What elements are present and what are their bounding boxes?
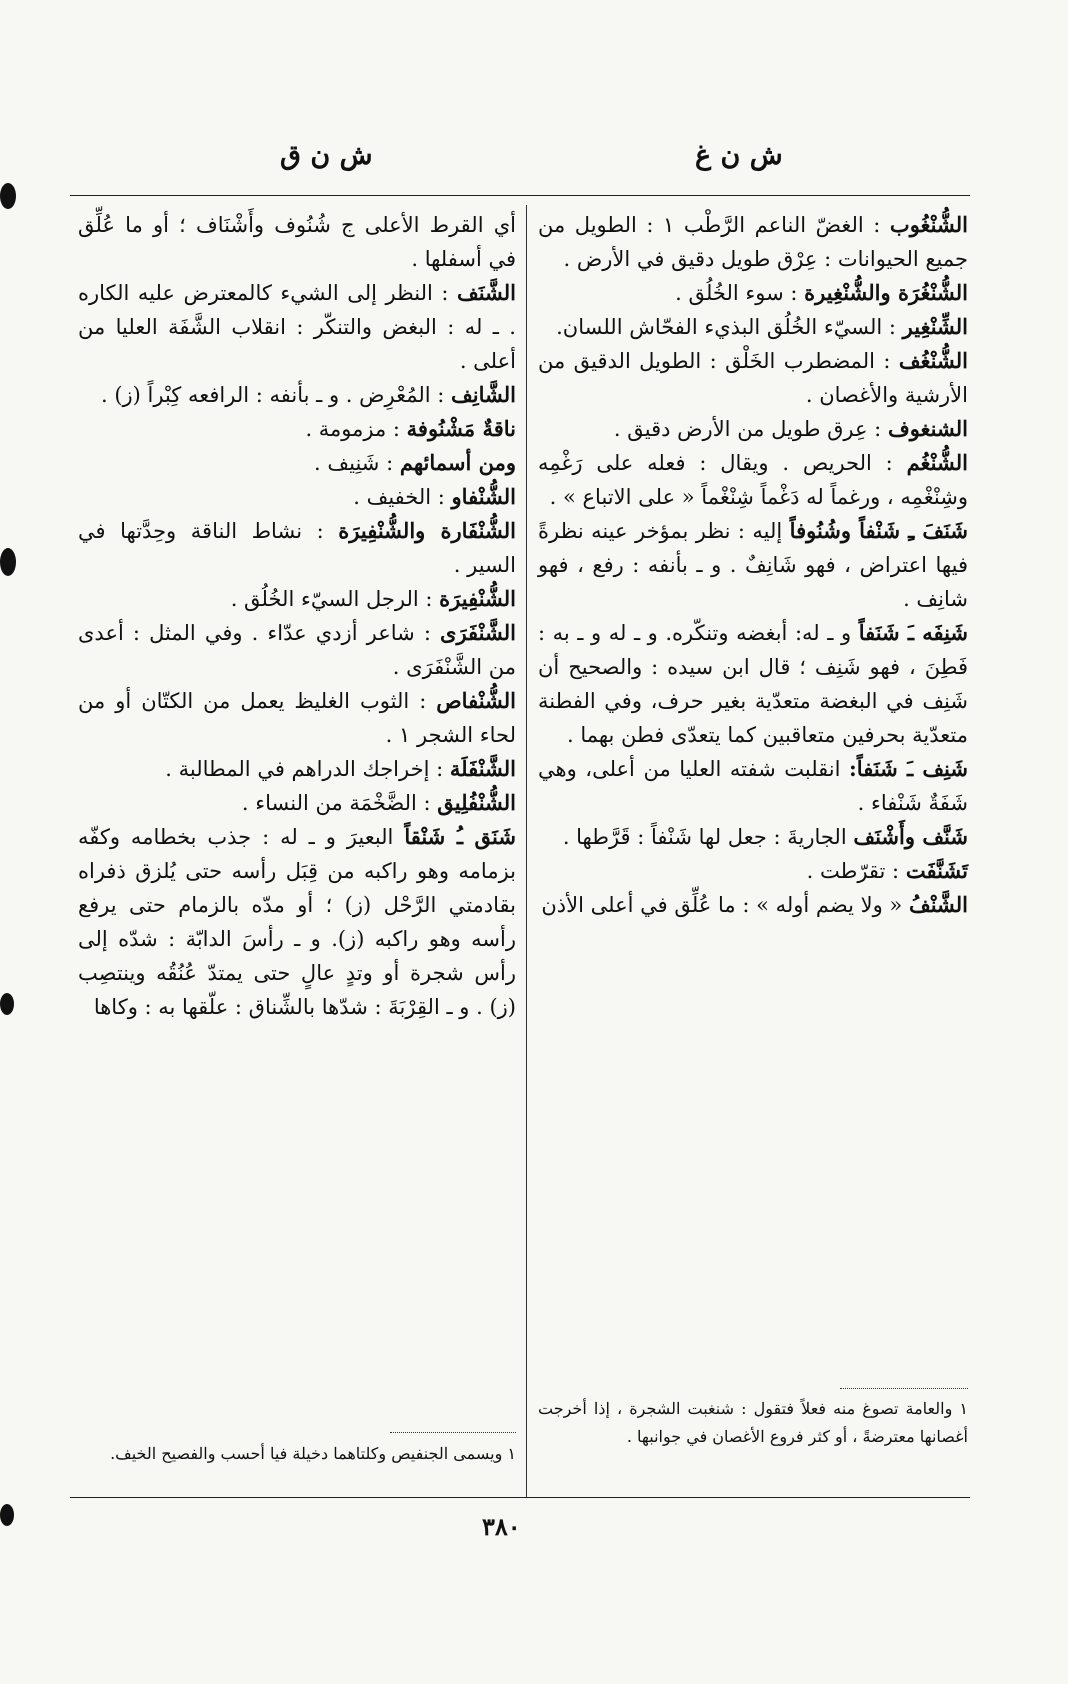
entry-definition: : مزمومة . (305, 417, 400, 441)
entry-definition: إليه : نظر بمؤخر عينه نظرةً فيها اعتراض ، فهو شَانِفٌ . و ـ بأنفه : رفع ، فهو شانِف . (538, 519, 968, 611)
page-header-left: ش ن ق (280, 140, 373, 171)
entry-definition: : شَنِيف . (314, 451, 394, 475)
entry-headword: الشِّنْغِير (902, 314, 968, 339)
scan-blot (0, 548, 16, 576)
entry-headword: الشَّنْفَرَى (440, 620, 516, 645)
entry-definition: انقلبت شفته العليا من أعلى، وهي شَفَةٌ شَنْفاء . (538, 757, 968, 815)
dictionary-entry (78, 616, 516, 684)
dictionary-entry (538, 752, 968, 820)
entry-definition: « ولا يضم أوله » : ما عُلِّق في أعلى الأذن (541, 893, 903, 917)
dictionary-entry (78, 480, 516, 514)
dictionary-entry (538, 820, 968, 854)
entry-definition: : شاعر أزدي عدّاء . وفي المثل : أعدى من الشَّنْفَرَى . (78, 621, 516, 679)
entry-headword: الشُّنْغُف (898, 348, 968, 373)
entry-headword: الشُّنْفاو (451, 484, 516, 509)
entry-definition: : الضَّخْمَة من النساء . (241, 791, 431, 815)
dictionary-entry (78, 582, 516, 616)
entry-headword: الشُّنْغُرَة والشُّنْغِيرة (804, 280, 968, 305)
entry-definition: البعيرَ و ـ له : جذب بخطامه وكفّه بزمامه وهو راكبه من قِبَل رأسه حتى يُلزق ذفراه بقادمتي الرَّحْل (ز) ؛ أو مدّه بالزمام حتى يرفع رأسه وهو راكبه (ز). و ـ رأسَ الدابّة : شدّه إلى رأس شجرة أو وتدٍ عالٍ حتى يمتدّ عُنُقُه وينتصِب (ز) . و ـ القِرْبَةَ : شدّها بالشِّناق : علّقها به : وكاها (78, 825, 516, 1019)
entry-headword: ومن أسمائهم (399, 450, 516, 475)
scan-blot (0, 1504, 14, 1526)
entry-definition: : سوء الخُلُق . (675, 281, 798, 305)
dictionary-entry (78, 820, 516, 1024)
entry-definition: : الثوب الغليظ يعمل من الكتّان أو من لحاء الشجر ١ . (78, 689, 516, 747)
entry-definition: : عِرق طويل من الأرض دقيق . (613, 417, 882, 441)
entry-definition: : النظر إلى الشيء كالمعترض عليه الكاره . ـ له : البغض والتنكّر : انقلاب الشَّفَة العليا من أعلى . (78, 281, 516, 373)
dictionary-entry (78, 684, 516, 752)
right-column (538, 208, 968, 922)
entry-definition: : إخراجك الدراهم في المطالبة . (165, 757, 444, 781)
dictionary-entry (78, 208, 516, 276)
entry-headword: الشنغوف (887, 416, 968, 441)
dictionary-entry (78, 514, 516, 582)
entry-headword: الشَّنْفُ (908, 892, 968, 917)
left-column (78, 208, 516, 1024)
entry-definition: أي القرط الأعلى ج شُنُوف وأَشْنَاف ؛ أو ما عُلِّق في أسفلها . (78, 213, 516, 271)
entry-headword: شَنَفَ ـِ شَنْفاً وشُنُوفاً (789, 518, 968, 543)
entry-definition: : الخفيف . (353, 485, 445, 509)
dictionary-entry (78, 412, 516, 446)
dictionary-entry (538, 310, 968, 344)
dictionary-entry (78, 446, 516, 480)
dictionary-entry (78, 378, 516, 412)
entry-headword: الشُّنْفاص (436, 688, 516, 713)
footnote-left: ١ ويسمى الجنفيص وكلتاهما دخيلة فيا أحسب والفصيح الخيف. (110, 1444, 516, 1463)
dictionary-entry (538, 616, 968, 752)
entry-definition: : نشاط الناقة وحِدَّتها في السير . (78, 519, 516, 577)
footnote-rule-left (390, 1432, 516, 1433)
entry-definition: : تقرّطت . (806, 859, 900, 883)
entry-definition: : السيّء الخُلُق البذيء الفحّاش اللسان. (556, 315, 896, 339)
scan-blot (0, 993, 14, 1015)
dictionary-entry (538, 344, 968, 412)
footer-rule (70, 1497, 970, 1498)
dictionary-entry (78, 786, 516, 820)
entry-headword: الشُّنْفُلِيق (437, 790, 516, 815)
column-separator (526, 205, 527, 1497)
dictionary-entry (538, 446, 968, 514)
entry-definition: : المضطرب الخَلْق : الطويل الدقيق من الأرشية والأغصان . (538, 349, 968, 407)
entry-definition: : الغضّ الناعم الرَّطْب ١ : الطويل من جميع الحيوانات : عِرْق طويل دقيق في الأرض . (538, 213, 968, 271)
entry-headword: الشَّانِف (451, 382, 516, 407)
page-number: ٣٨٠ (482, 1512, 521, 1541)
entry-headword: الشَّنَف (456, 280, 516, 305)
dictionary-entry (78, 276, 516, 378)
footnote-right: ١ والعامة تصوغ منه فعلاً فتقول : شنغبت الشجرة ، إذا أخرجت أغصانها معترضةً ، أو كثر فروع الأغصان في جوانبها . (538, 1399, 969, 1446)
entry-definition: الجاريةَ : جعل لها شَنْفاً : قَرَّطها . (562, 825, 847, 849)
entry-definition: : الرجل السيّء الخُلُق . (230, 587, 433, 611)
dictionary-entry (538, 208, 968, 276)
header-rule (70, 195, 970, 196)
entry-definition: و ـ له: أبغضه وتنكّره. و ـ له و ـ به : فَطِنَ ، فهو شَنِف ؛ قال ابن سيده : والصحيح أن شَنِف في البغضة متعدّية بغير حرف، وفي الفطنة متعدّية بحرفين متعاقبين كما يتعدّى فطن بهما . (538, 621, 968, 747)
dictionary-entry (538, 412, 968, 446)
scan-blot (0, 183, 16, 209)
dictionary-entry (538, 854, 968, 888)
entry-headword: الشُّنْغُم (906, 450, 968, 475)
entry-headword: الشُّنْغُوب (889, 212, 968, 237)
entry-headword: الشَّنْفَلَة (449, 756, 516, 781)
page-header-right: ش ن غ (695, 140, 783, 171)
entry-definition: : المُعْرِض . و ـ بأنفه : الرافعه كِبْراً (ز) . (100, 383, 445, 407)
dictionary-entry (78, 752, 516, 786)
entry-headword: شَنَق ـُ شَنْقاً (404, 824, 516, 849)
entry-headword: شَنِفَه ـَ شَنَفاً (858, 620, 969, 645)
entry-headword: تَشَنَّفَت (905, 858, 968, 883)
entry-headword: شَنِف ـَ شَنَفاً: (849, 756, 968, 781)
entry-headword: ناقةٌ مَشْنُوفة (406, 416, 516, 441)
entry-headword: الشُّنْفَارة والشُّنْفِيرَة (338, 518, 516, 543)
entry-headword: شَنَّف وأَشْنَف (853, 824, 968, 849)
entry-headword: الشُّنْفِيرَة (439, 586, 516, 611)
dictionary-entry (538, 514, 968, 616)
dictionary-entry (538, 276, 968, 310)
footnote-rule-right (840, 1388, 968, 1389)
dictionary-entry (538, 888, 968, 922)
entry-definition: : الحريص . ويقال : فعله على رَغْمِه وشِنْغْمِه ، ورغماً له دَغْماً شِنْغْماً « على الاتباع » . (538, 451, 968, 509)
